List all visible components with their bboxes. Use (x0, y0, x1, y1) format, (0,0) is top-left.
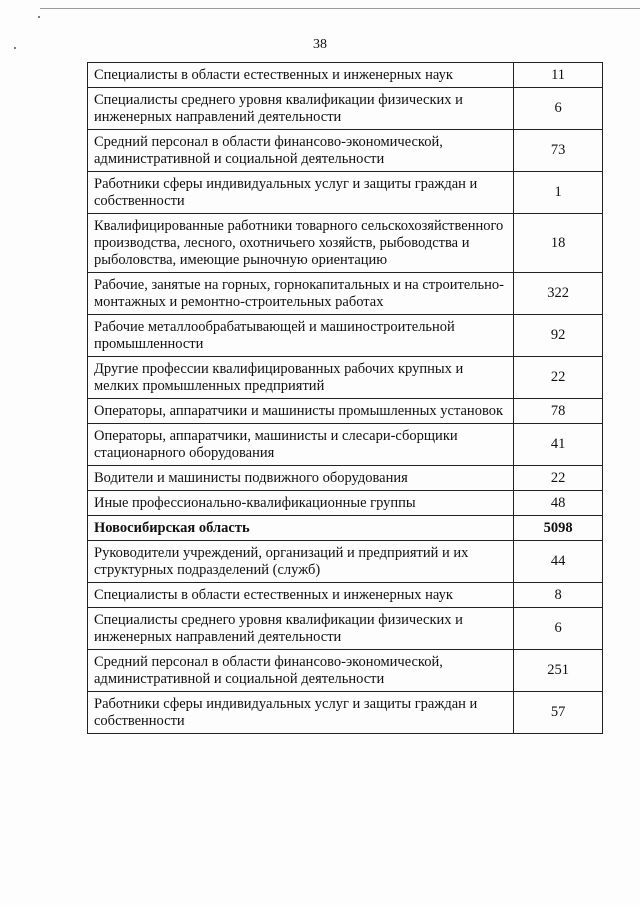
table-row-region-total (88, 516, 603, 541)
occupation-group-cell: Квалифицированные работники товарного сельскохозяйственного производства, лесного, охотничьего хозяйств, рыбоводства и рыболовства, имеющие рыночную ориентацию (88, 214, 514, 273)
table-row (88, 399, 603, 424)
count-cell: 251 (514, 650, 603, 692)
count-cell: 22 (514, 357, 603, 399)
table-row (88, 491, 603, 516)
occupation-group-cell: Новосибирская область (88, 516, 514, 541)
table-row (88, 273, 603, 315)
count-cell: 57 (514, 692, 603, 734)
occupation-group-cell: Водители и машинисты подвижного оборудования (88, 466, 514, 491)
occupation-group-cell: Иные профессионально-квалификационные группы (88, 491, 514, 516)
table-row (88, 424, 603, 466)
count-cell: 73 (514, 130, 603, 172)
table-row (88, 608, 603, 650)
occupation-group-cell: Операторы, аппаратчики и машинисты промышленных установок (88, 399, 514, 424)
occupation-group-cell: Руководители учреждений, организаций и предприятий и их структурных подразделений (служб) (88, 541, 514, 583)
count-cell: 18 (514, 214, 603, 273)
table-row (88, 130, 603, 172)
statistics-table (87, 62, 603, 734)
count-cell: 44 (514, 541, 603, 583)
table-row (88, 692, 603, 734)
count-cell: 5098 (514, 516, 603, 541)
occupation-group-cell: Специалисты в области естественных и инженерных наук (88, 583, 514, 608)
occupation-group-cell: Средний персонал в области финансово-экономической, административной и социальной деятельности (88, 130, 514, 172)
count-cell: 92 (514, 315, 603, 357)
statistics-table-body (88, 63, 603, 734)
count-cell: 322 (514, 273, 603, 315)
table-row (88, 172, 603, 214)
count-cell: 78 (514, 399, 603, 424)
occupation-group-cell: Работники сферы индивидуальных услуг и защиты граждан и собственности (88, 692, 514, 734)
count-cell: 41 (514, 424, 603, 466)
occupation-group-cell: Специалисты в области естественных и инженерных наук (88, 63, 514, 88)
occupation-group-cell: Работники сферы индивидуальных услуг и защиты граждан и собственности (88, 172, 514, 214)
count-cell: 6 (514, 88, 603, 130)
occupation-group-cell: Специалисты среднего уровня квалификации физических и инженерных направлений деятельности (88, 88, 514, 130)
table-row (88, 541, 603, 583)
table-row (88, 315, 603, 357)
table-row (88, 88, 603, 130)
table-row (88, 63, 603, 88)
occupation-group-cell: Рабочие, занятые на горных, горнокапитальных и на строительно-монтажных и ремонтно-строительных работах (88, 273, 514, 315)
table-row (88, 650, 603, 692)
table-row (88, 214, 603, 273)
count-cell: 11 (514, 63, 603, 88)
page-number: 38 (313, 37, 327, 52)
table-row (88, 466, 603, 491)
scan-speck (38, 16, 40, 18)
count-cell: 48 (514, 491, 603, 516)
scan-edge-line (40, 8, 640, 9)
occupation-group-cell: Специалисты среднего уровня квалификации физических и инженерных направлений деятельности (88, 608, 514, 650)
count-cell: 22 (514, 466, 603, 491)
count-cell: 1 (514, 172, 603, 214)
table-row (88, 357, 603, 399)
count-cell: 8 (514, 583, 603, 608)
occupation-group-cell: Рабочие металлообрабатывающей и машиностроительной промышленности (88, 315, 514, 357)
count-cell: 6 (514, 608, 603, 650)
table-row (88, 583, 603, 608)
occupation-group-cell: Операторы, аппаратчики, машинисты и слесари-сборщики стационарного оборудования (88, 424, 514, 466)
occupation-group-cell: Другие профессии квалифицированных рабочих крупных и мелких промышленных предприятий (88, 357, 514, 399)
occupation-group-cell: Средний персонал в области финансово-экономической, административной и социальной деятельности (88, 650, 514, 692)
